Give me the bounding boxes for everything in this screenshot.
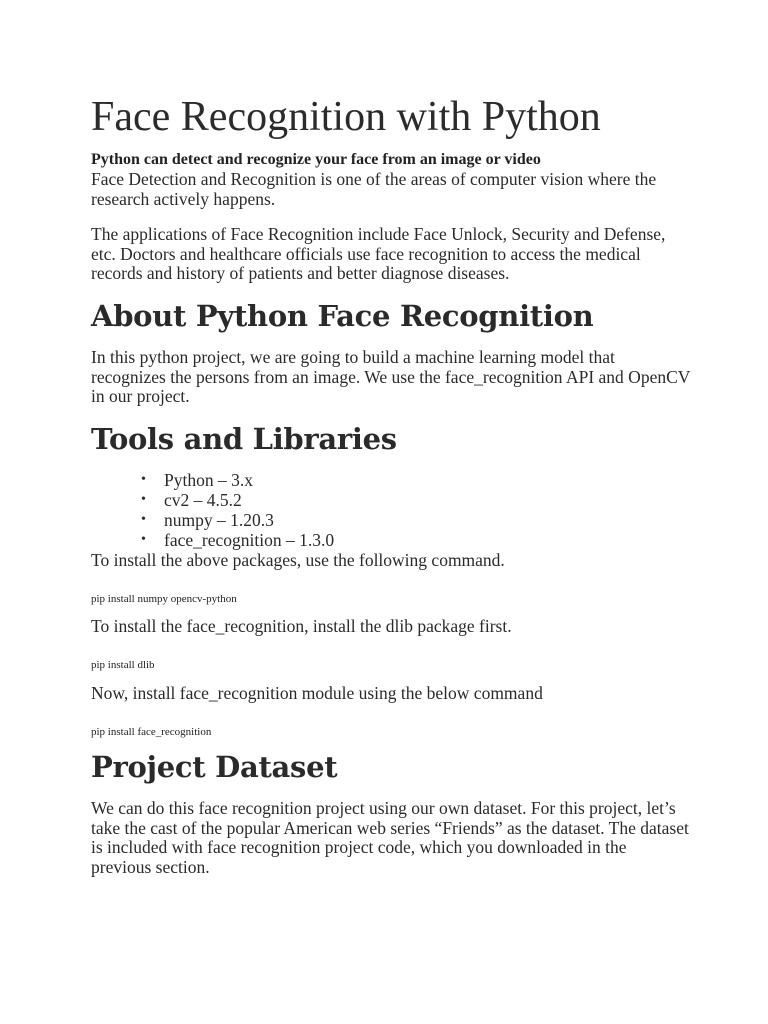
list-item-text: cv2 – 4.5.2 xyxy=(164,490,242,510)
subtitle: Python can detect and recognize your face from an image or video xyxy=(91,151,541,168)
dlib-paragraph: To install the face_recognition, install the dlib package first. xyxy=(91,616,512,636)
install-command-1: pip install numpy opencv-python xyxy=(91,593,237,605)
page-title: Face Recognition with Python xyxy=(91,94,601,140)
bullet-icon: • xyxy=(141,472,146,487)
list-item-text: Python – 3.x xyxy=(164,470,253,490)
list-item xyxy=(141,530,334,550)
intro-paragraph-1: Face Detection and Recognition is one of the areas of computer vision where the research actively happens. xyxy=(91,169,657,209)
install-paragraph: To install the above packages, use the following command. xyxy=(91,550,505,570)
module-paragraph: Now, install face_recognition module using the below command xyxy=(91,683,543,703)
list-item xyxy=(141,510,334,530)
dataset-paragraph: We can do this face recognition project using our own dataset. For this project, let’s take the cast of the popular American web series “Friends” as the dataset. The dataset is included with face recognition project code, which you downloaded in the previous section. xyxy=(91,798,689,877)
dataset-heading: Project Dataset xyxy=(91,750,338,784)
install-command-2: pip install dlib xyxy=(91,659,155,671)
intro-paragraph-2: The applications of Face Recognition include Face Unlock, Security and Defense, etc. Doctors and healthcare officials use face recognition to access the medical records and history of patients and better diagnose diseases. xyxy=(91,224,666,283)
list-item xyxy=(141,490,334,510)
bullet-icon: • xyxy=(141,512,146,527)
bullet-icon: • xyxy=(141,532,146,547)
list-item-text: numpy – 1.20.3 xyxy=(164,510,274,530)
list-item-text: face_recognition – 1.3.0 xyxy=(164,530,335,550)
bullet-icon: • xyxy=(141,492,146,507)
about-heading: About Python Face Recognition xyxy=(91,299,594,333)
tools-heading: Tools and Libraries xyxy=(91,422,397,456)
list-item xyxy=(141,470,334,490)
tools-list xyxy=(141,470,334,550)
about-paragraph: In this python project, we are going to build a machine learning model that recognizes the persons from an image. We use the face_recognition API and OpenCV in our project. xyxy=(91,347,691,406)
install-command-3: pip install face_recognition xyxy=(91,726,212,738)
